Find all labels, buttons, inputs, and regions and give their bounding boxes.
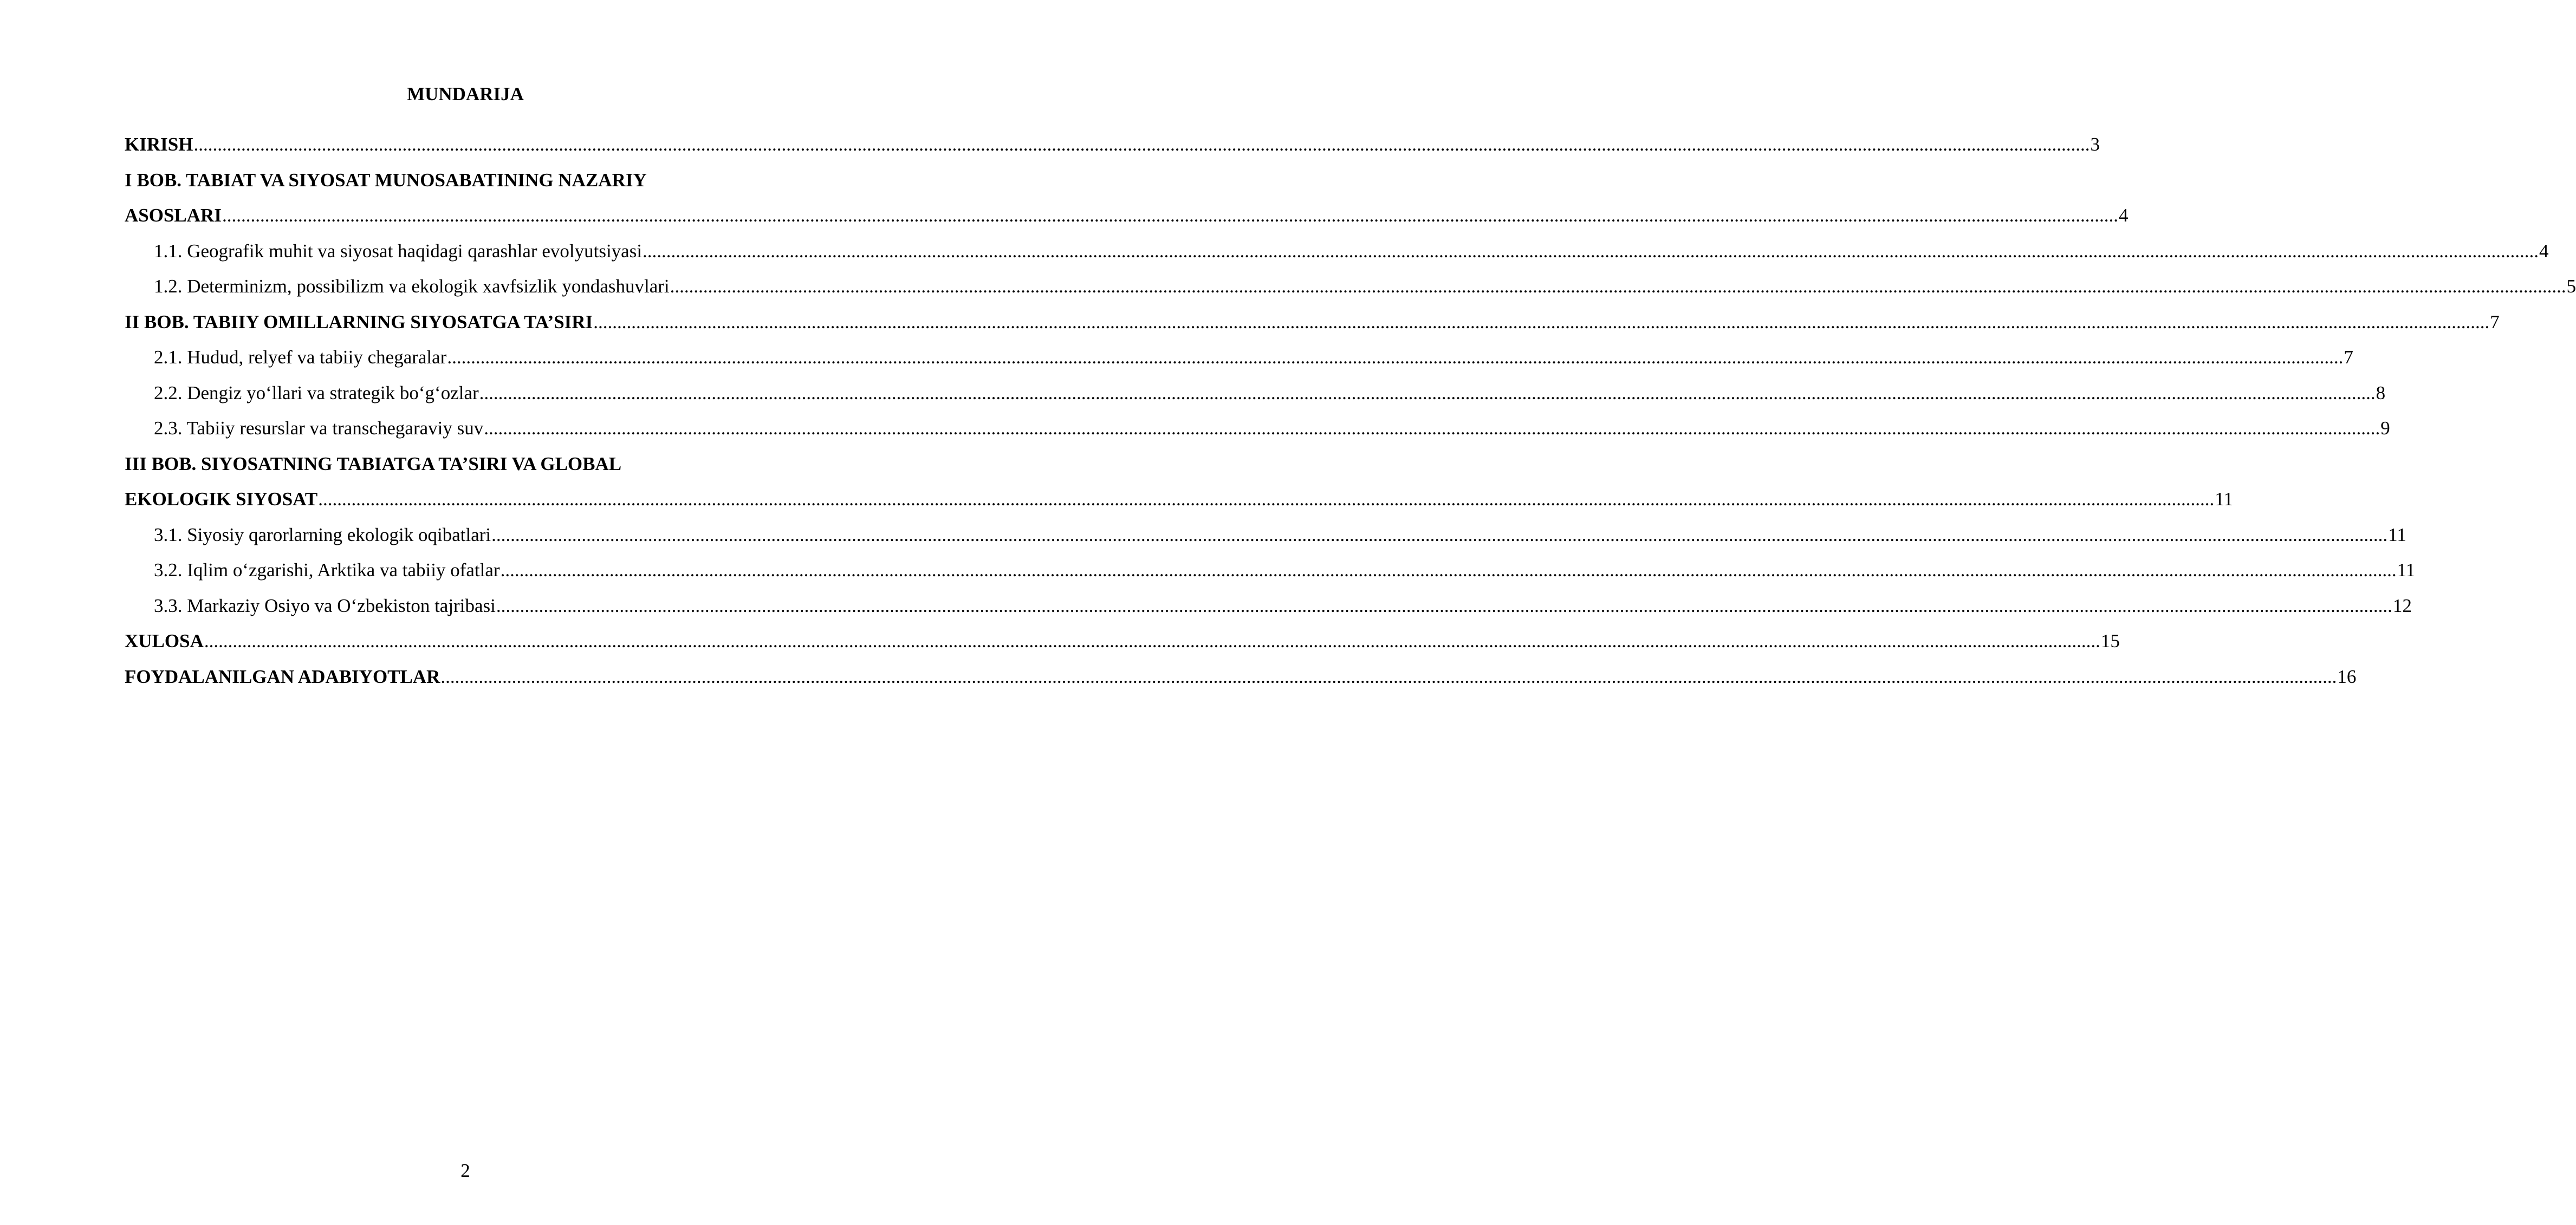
- toc-page-number: 7: [2490, 311, 2500, 333]
- toc-line: [125, 659, 2357, 695]
- dot-leader: ................................................................................................................................................................................................................................................................................................................................................................................................................: [491, 524, 2388, 545]
- toc-entry-title-line-2: ASOSLARI: [125, 205, 222, 226]
- toc-line: [125, 481, 2233, 517]
- toc-page-number: 5: [2566, 276, 2576, 297]
- toc-page-number: 11: [2397, 559, 2416, 581]
- page-number: 2: [460, 1160, 470, 1181]
- toc-entry-adabiyotlar[interactable]: [125, 659, 2357, 695]
- toc-line: [154, 269, 2576, 304]
- toc-entry-title-line-1: I BOB. TABIAT VA SIYOSAT MUNOSABATINING NAZARIY: [125, 169, 647, 191]
- toc-entry-title: KIRISH: [125, 134, 193, 155]
- dot-leader: ................................................................................................................................................................................................................................................................................................................................................................................................................: [670, 276, 2566, 297]
- toc-entry-title: 2.2. Dengiz yo‘llari va strategik bo‘g‘ozlar: [154, 382, 479, 403]
- dot-leader: ................................................................................................................................................................................................................................................................................................................................................................................................................: [593, 311, 2490, 333]
- table-of-contents: [125, 127, 2576, 694]
- toc-line: [154, 233, 2549, 269]
- toc-entry-title: 1.1. Geografik muhit va siyosat haqidagi qarashlar evolyutsiyasi: [154, 240, 643, 262]
- toc-page-number: 7: [2344, 347, 2353, 368]
- toc-entry-title: 3.2. Iqlim o‘zgarishi, Arktika va tabiiy ofatlar: [154, 559, 500, 581]
- toc-line: [154, 410, 2390, 446]
- toc-entry-section-1-1[interactable]: [125, 233, 2549, 269]
- toc-page-number: 12: [2392, 595, 2412, 616]
- toc-entry-title: II BOB. TABIIY OMILLARNING SIYOSATGA TA’SIRI: [125, 311, 593, 333]
- dot-leader: ................................................................................................................................................................................................................................................................................................................................................................................................................: [500, 559, 2397, 581]
- toc-line: [154, 588, 2412, 624]
- dot-leader: ................................................................................................................................................................................................................................................................................................................................................................................................................: [222, 205, 2118, 226]
- dot-leader: ................................................................................................................................................................................................................................................................................................................................................................................................................: [193, 134, 2090, 155]
- toc-entry-title: XULOSA: [125, 630, 204, 651]
- dot-leader: ................................................................................................................................................................................................................................................................................................................................................................................................................: [484, 418, 2380, 439]
- toc-page-number: 4: [2118, 205, 2129, 226]
- toc-line: [125, 198, 2129, 233]
- dot-leader: ................................................................................................................................................................................................................................................................................................................................................................................................................: [447, 347, 2344, 368]
- dot-leader: ................................................................................................................................................................................................................................................................................................................................................................................................................: [643, 240, 2539, 262]
- toc-entry-title: 1.2. Determinizm, possibilizm va ekologik xavfsizlik yondashuvlari: [154, 276, 670, 297]
- toc-entry-chapter-2[interactable]: [125, 304, 2500, 340]
- toc-line: [154, 340, 2353, 375]
- toc-page-number: 3: [2090, 134, 2100, 155]
- toc-entry-section-3-1[interactable]: [125, 517, 2406, 553]
- toc-entry-section-3-2[interactable]: [125, 552, 2416, 588]
- toc-page-number: 4: [2539, 240, 2549, 262]
- toc-line: [125, 623, 2120, 659]
- toc-entry-section-2-1[interactable]: [125, 340, 2353, 375]
- toc-page-number: 8: [2376, 382, 2386, 403]
- toc-line: [154, 552, 2416, 588]
- toc-entry-title: 3.3. Markaziy Osiyo va O‘zbekiston tajribasi: [154, 595, 496, 616]
- toc-entry-title: FOYDALANILGAN ADABIYOTLAR: [125, 666, 440, 687]
- dot-leader: ................................................................................................................................................................................................................................................................................................................................................................................................................: [204, 630, 2100, 651]
- toc-page-number: 11: [2388, 524, 2406, 545]
- toc-entry-section-2-2[interactable]: [125, 375, 2386, 411]
- toc-page-number: 15: [2100, 630, 2120, 651]
- toc-entry-chapter-1[interactable]: [125, 162, 2129, 233]
- toc-page-number: 11: [2215, 488, 2233, 510]
- toc-entry-kirish[interactable]: [125, 127, 2100, 162]
- toc-entry-title-line-1: III BOB. SIYOSATNING TABIATGA TA’SIRI VA GLOBAL: [125, 453, 622, 474]
- toc-entry-section-1-2[interactable]: [125, 269, 2576, 304]
- toc-entry-title-line-2: EKOLOGIK SIYOSAT: [125, 488, 318, 510]
- dot-leader: ................................................................................................................................................................................................................................................................................................................................................................................................................: [318, 488, 2215, 510]
- toc-line: [125, 127, 2100, 162]
- toc-entry-section-3-3[interactable]: [125, 588, 2412, 624]
- toc-entry-section-2-3[interactable]: [125, 410, 2390, 446]
- dot-leader: ................................................................................................................................................................................................................................................................................................................................................................................................................: [479, 382, 2376, 403]
- toc-page-number: 16: [2337, 666, 2357, 687]
- toc-entry-title: 3.1. Siyosiy qarorlarning ekologik oqibatlari: [154, 524, 491, 545]
- toc-entry-xulosa[interactable]: [125, 623, 2120, 659]
- dot-leader: ................................................................................................................................................................................................................................................................................................................................................................................................................: [440, 666, 2337, 687]
- toc-line: [154, 375, 2386, 411]
- toc-page-number: 9: [2380, 418, 2390, 439]
- page-title: MUNDARIJA: [407, 83, 524, 105]
- toc-entry-title: 2.1. Hudud, relyef va tabiiy chegaralar: [154, 347, 447, 368]
- dot-leader: ................................................................................................................................................................................................................................................................................................................................................................................................................: [496, 595, 2392, 616]
- toc-entry-title: 2.3. Tabiiy resurslar va transchegaraviy suv: [154, 418, 484, 439]
- toc-entry-chapter-3[interactable]: [125, 446, 2233, 517]
- toc-line: [125, 304, 2500, 340]
- toc-line: [154, 517, 2406, 553]
